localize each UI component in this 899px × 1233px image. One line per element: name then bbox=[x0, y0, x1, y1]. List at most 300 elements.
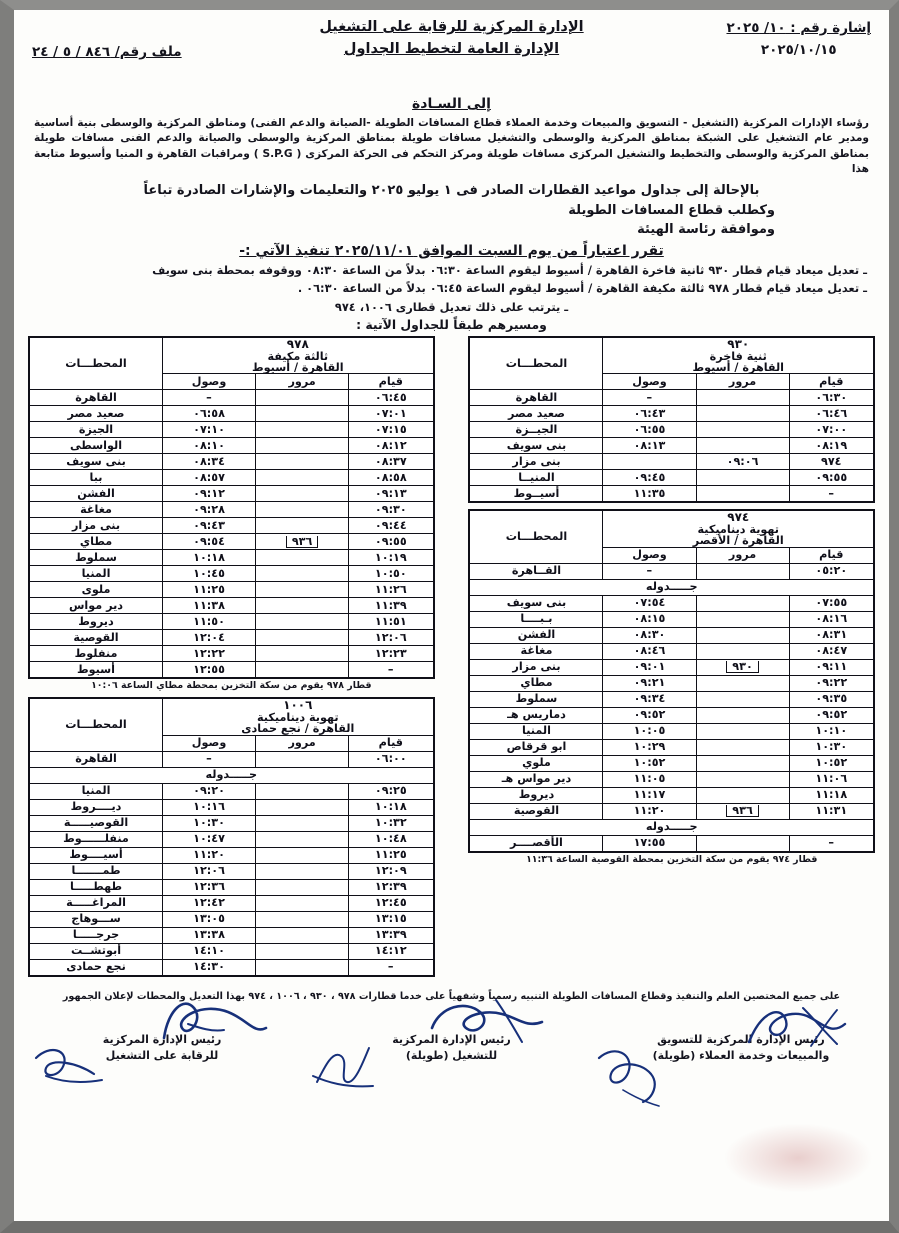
table-row bbox=[29, 831, 434, 847]
cell-passing bbox=[696, 675, 789, 691]
table-row bbox=[29, 502, 434, 518]
cell-station-name: ببا bbox=[29, 470, 163, 486]
cell-station-name: مغاغة bbox=[469, 643, 603, 659]
cell-station-name: أبوتشــت bbox=[29, 943, 163, 959]
table-row bbox=[29, 582, 434, 598]
cell-station-name: المنيــا bbox=[469, 470, 603, 486]
cell-departure: ١٠:٥٠ bbox=[349, 566, 434, 582]
train-930-table bbox=[468, 336, 875, 503]
cell-station-name: سملوط bbox=[469, 691, 603, 707]
cell-passing bbox=[256, 550, 349, 566]
cell-departure: ١١:٥١ bbox=[349, 614, 434, 630]
train-route: القاهرة / أسيوط bbox=[252, 361, 344, 374]
cell-passing bbox=[696, 835, 789, 852]
cell-passing bbox=[256, 630, 349, 646]
signal-number: إشارة رقم : ١٠/ ٢٠٢٥ bbox=[726, 20, 871, 36]
cell-arrival: ٠٩:٢١ bbox=[603, 675, 696, 691]
cell-station-name: طهطـــــا bbox=[29, 879, 163, 895]
cell-departure: ١٤:١٢ bbox=[349, 943, 434, 959]
cell-station-name: المنيا bbox=[469, 723, 603, 739]
cell-passing bbox=[696, 422, 789, 438]
cell-departure: ٠٨:٣١ bbox=[789, 627, 874, 643]
cell-arrival: ٠٨:٣٠ bbox=[603, 627, 696, 643]
cell-station-name: ملوي bbox=[469, 755, 603, 771]
train-route: القاهرة / أسيوط bbox=[692, 361, 784, 374]
cell-departure: ١١:١٨ bbox=[789, 787, 874, 803]
cell-arrival: ١٢:٢٢ bbox=[163, 646, 256, 662]
cell-departure: ٠٧:٥٥ bbox=[789, 595, 874, 611]
distribution-note: على جميع المختصين العلم والتنفيذ وقطاع المسافات الطويلة التنبيه رسمياً وشفهياً على خدما قطارات ٩٧٨ ، ٩٣٠ ، ١٠٠٦ ، ٩٧٤ بهذا التعديل والمحطات لإعلان الجمهور bbox=[62, 990, 841, 1002]
signature-marketing bbox=[611, 1032, 871, 1065]
crossing-train-ref: ٩٧٤ bbox=[821, 455, 842, 469]
cell-station-name: المنيا bbox=[29, 783, 163, 799]
reference-line-3: وموافقة رئاسة الهيئة bbox=[637, 222, 775, 238]
cell-departure: ٠٦:٣٠ bbox=[789, 390, 874, 406]
cell-departure: ٠٨:٣٧ bbox=[349, 454, 434, 470]
train-1006-table bbox=[28, 697, 435, 976]
scan-smudge bbox=[723, 1123, 873, 1193]
schedule-table-train-1006 bbox=[28, 697, 435, 976]
cell-arrival: ٠٩:٥٢ bbox=[603, 707, 696, 723]
cell-passing bbox=[696, 595, 789, 611]
cell-passing bbox=[256, 863, 349, 879]
cell-arrival: ٠٧:٥٤ bbox=[603, 595, 696, 611]
table-row bbox=[29, 879, 434, 895]
cell-departure: – bbox=[789, 835, 874, 852]
cell-arrival: ٠٧:١٠ bbox=[163, 422, 256, 438]
cell-passing bbox=[696, 643, 789, 659]
table-row bbox=[29, 566, 434, 582]
cell-passing: ٠٩:٠٦ bbox=[696, 454, 789, 470]
cell-arrival: ١٢:٣٦ bbox=[163, 879, 256, 895]
cell-departure: ٠٩:٤٤ bbox=[349, 518, 434, 534]
cell-station-name: القوصيـــــة bbox=[29, 815, 163, 831]
schedule-continuation-note: جـــــدوله bbox=[29, 767, 434, 783]
tables-intro-line: ومسيرهم طبقاً للجداول الآتية : bbox=[356, 317, 547, 333]
cell-passing bbox=[696, 406, 789, 422]
cell-arrival: ١١:٢٠ bbox=[163, 847, 256, 863]
cell-station-name: بنى مزار bbox=[469, 454, 603, 470]
cell-departure: ٠٩:٥٥ bbox=[789, 470, 874, 486]
org-line-1: الإدارة المركزية للرقابة على التشغيل bbox=[319, 19, 584, 35]
table-row bbox=[29, 470, 434, 486]
cell-arrival: – bbox=[603, 390, 696, 406]
cell-passing bbox=[256, 486, 349, 502]
scanned-sheet bbox=[14, 10, 889, 1221]
train-header bbox=[603, 510, 874, 547]
signature-title-1-line2: والمبيعات وخدمة العملاء (طويلة) bbox=[652, 1049, 830, 1062]
schedule-continuation-note: جـــــدوله bbox=[469, 819, 874, 835]
cell-arrival: ١١:٠٥ bbox=[603, 771, 696, 787]
cell-station-name: مطاي bbox=[29, 534, 163, 550]
cell-arrival: ١١:٥٠ bbox=[163, 614, 256, 630]
cell-station-name: القوصية bbox=[29, 630, 163, 646]
cell-departure: ١٢:٢٣ bbox=[349, 646, 434, 662]
stations-column-header: المحطـــات bbox=[469, 337, 603, 390]
cell-station-name: جرجـــــا bbox=[29, 927, 163, 943]
cell-departure: ٠٨:١٦ bbox=[789, 611, 874, 627]
cell-station-name: المراغـــــة bbox=[29, 895, 163, 911]
cell-passing bbox=[256, 614, 349, 630]
cell-passing bbox=[256, 422, 349, 438]
cell-passing bbox=[256, 470, 349, 486]
train-class: تهوية ديناميكية bbox=[697, 522, 780, 536]
cell-passing bbox=[256, 927, 349, 943]
murur-column-header: مرور bbox=[696, 374, 789, 390]
table-row bbox=[29, 799, 434, 815]
cell-station-name: ابو قرقاص bbox=[469, 739, 603, 755]
cell-arrival: ٠٩:٤٥ bbox=[603, 470, 696, 486]
wusul-column-header: وصول bbox=[163, 735, 256, 751]
cell-departure: ٠٨:٤٧ bbox=[789, 643, 874, 659]
cell-station-name: بنى مزار bbox=[29, 518, 163, 534]
cell-departure bbox=[789, 454, 874, 470]
table-row bbox=[29, 895, 434, 911]
cell-departure: ٠٥:٢٠ bbox=[789, 563, 874, 579]
tables-column-left bbox=[28, 336, 435, 982]
cell-departure: ١٠:٥٢ bbox=[789, 755, 874, 771]
train-978-table bbox=[28, 336, 435, 679]
signature-operations-long bbox=[321, 1032, 581, 1065]
murur-column-header: مرور bbox=[256, 374, 349, 390]
table-row bbox=[469, 771, 874, 787]
cell-station-name: الجيــزة bbox=[469, 422, 603, 438]
cell-passing bbox=[256, 911, 349, 927]
cell-station-name: منفلــــــوط bbox=[29, 831, 163, 847]
train-number: ١٠٠٦ bbox=[283, 698, 313, 713]
cell-arrival: – bbox=[603, 563, 696, 579]
cell-station-name: القاهرة bbox=[469, 390, 603, 406]
table-row bbox=[29, 438, 434, 454]
cell-station-name: نجع حمادى bbox=[29, 959, 163, 976]
cell-passing bbox=[256, 566, 349, 582]
qiyam-column-header: قيام bbox=[349, 735, 434, 751]
train-number: ٩٣٠ bbox=[727, 337, 750, 352]
cell-station-name: أسيــوط bbox=[469, 486, 603, 503]
cell-arrival: ٠٩:٢٨ bbox=[163, 502, 256, 518]
cell-station-name: أسيوط bbox=[29, 662, 163, 679]
cell-station-name: ملوى bbox=[29, 582, 163, 598]
cell-passing bbox=[256, 502, 349, 518]
signature-control-operations bbox=[32, 1032, 292, 1065]
cell-departure: ١٢:٣٩ bbox=[349, 879, 434, 895]
cell-passing bbox=[256, 454, 349, 470]
cell-arrival: ٠٦:٥٨ bbox=[163, 406, 256, 422]
file-number: ملف رقم/ ٨٤٦ / ٥ / ٢٤ bbox=[32, 44, 182, 60]
table-row bbox=[469, 723, 874, 739]
cell-arrival: ١٤:١٠ bbox=[163, 943, 256, 959]
signature-title-3-line1: رئيس الإدارة المركزية bbox=[102, 1032, 222, 1046]
cell-departure: ١٢:٠٩ bbox=[349, 863, 434, 879]
amendment-bullets bbox=[36, 261, 867, 316]
cell-departure: ١١:٢٥ bbox=[349, 847, 434, 863]
cell-station-name: الأقصــــر bbox=[469, 835, 603, 852]
cell-station-name: طمـــــــا bbox=[29, 863, 163, 879]
cell-departure: ٠٧:٠١ bbox=[349, 406, 434, 422]
cell-arrival: ١٠:٠٥ bbox=[603, 723, 696, 739]
cell-departure: ١٠:١٠ bbox=[789, 723, 874, 739]
cell-departure: ١٣:٣٩ bbox=[349, 927, 434, 943]
crossing-train-ref: ٩٣٠ bbox=[726, 661, 759, 674]
cell-passing bbox=[696, 803, 789, 819]
cell-passing bbox=[256, 879, 349, 895]
cell-departure: ٠٦:٤٥ bbox=[349, 390, 434, 406]
table-row bbox=[29, 534, 434, 550]
addressee-heading: إلى السـادة bbox=[412, 96, 491, 112]
cell-arrival: ١١:٢٥ bbox=[163, 582, 256, 598]
cell-passing bbox=[696, 438, 789, 454]
cell-departure: – bbox=[789, 486, 874, 503]
table-row bbox=[469, 835, 874, 852]
table-row bbox=[29, 959, 434, 976]
schedule-tables bbox=[28, 336, 875, 982]
stations-column-header: المحطـــات bbox=[469, 510, 603, 563]
cell-passing bbox=[256, 831, 349, 847]
cell-departure: ٠٨:١٢ bbox=[349, 438, 434, 454]
table-row bbox=[29, 767, 434, 783]
cell-departure: ٠٦:٤٦ bbox=[789, 406, 874, 422]
schedule-table-train-974 bbox=[468, 509, 875, 864]
table-row bbox=[469, 819, 874, 835]
cell-passing bbox=[256, 518, 349, 534]
cell-arrival: ٠٨:٤٦ bbox=[603, 643, 696, 659]
cell-departure: ٠٦:٠٠ bbox=[349, 751, 434, 767]
murur-column-header: مرور bbox=[256, 735, 349, 751]
signal-date: ٢٠٢٥/١٠/١٥ bbox=[760, 41, 837, 58]
cell-passing bbox=[696, 659, 789, 675]
cell-arrival: ٠٩:١٢ bbox=[163, 486, 256, 502]
cell-station-name: القاهرة bbox=[29, 390, 163, 406]
cell-arrival: ١٠:١٦ bbox=[163, 799, 256, 815]
table-row bbox=[29, 911, 434, 927]
cell-arrival: ١١:٣٥ bbox=[603, 486, 696, 503]
table-row bbox=[29, 422, 434, 438]
cell-station-name: صعيد مصر bbox=[469, 406, 603, 422]
cell-station-name: الواسطى bbox=[29, 438, 163, 454]
cell-passing bbox=[256, 438, 349, 454]
table-footnote: قطار ٩٧٤ يقوم من سكة التخزين بمحطة القوصية الساعة ١١:٣٦ bbox=[526, 853, 818, 865]
cell-departure: ١١:٠٦ bbox=[789, 771, 874, 787]
cell-station-name: الفشن bbox=[469, 627, 603, 643]
cell-passing bbox=[256, 847, 349, 863]
table-row bbox=[469, 611, 874, 627]
cell-arrival: – bbox=[163, 751, 256, 767]
cell-departure: – bbox=[349, 662, 434, 679]
cell-departure: ١١:٣٩ bbox=[349, 598, 434, 614]
bullet-consequence: ـ يترتب على ذلك تعديل قطارى ١٠٠٦، ٩٧٤ bbox=[334, 299, 569, 314]
document-header bbox=[14, 10, 889, 102]
cell-passing bbox=[256, 390, 349, 406]
train-974-table bbox=[468, 509, 875, 852]
cell-arrival: ٠٨:١٣ bbox=[603, 438, 696, 454]
table-row bbox=[469, 675, 874, 691]
cell-arrival: ٠٦:٥٥ bbox=[603, 422, 696, 438]
cell-arrival: ٠٨:٥٧ bbox=[163, 470, 256, 486]
cell-station-name: سملوط bbox=[29, 550, 163, 566]
cell-departure: ٠٩:٣٠ bbox=[349, 502, 434, 518]
cell-departure: ٠٩:٣٥ bbox=[789, 691, 874, 707]
train-class: ثنية فاخرة bbox=[709, 349, 767, 363]
cell-arrival: ١٧:٥٥ bbox=[603, 835, 696, 852]
org-line-2: الإدارة العامة لتخطيط الجداول bbox=[343, 41, 560, 58]
table-row bbox=[469, 579, 874, 595]
cell-station-name: القوصية bbox=[469, 803, 603, 819]
schedule-table-train-930 bbox=[468, 336, 875, 503]
cell-station-name: دير مواس هـ bbox=[469, 771, 603, 787]
train-number: ٩٧٨ bbox=[286, 337, 309, 352]
wusul-column-header: وصول bbox=[163, 374, 256, 390]
stations-column-header: المحطـــات bbox=[29, 337, 163, 390]
cell-station-name: بنى مزار bbox=[469, 659, 603, 675]
cell-passing bbox=[256, 582, 349, 598]
cell-passing bbox=[256, 895, 349, 911]
table-row bbox=[469, 438, 874, 454]
cell-station-name: الفشن bbox=[29, 486, 163, 502]
cell-departure: ٠٩:٢٢ bbox=[789, 675, 874, 691]
cell-station-name: ديروط bbox=[29, 614, 163, 630]
cell-arrival: ١٠:٤٧ bbox=[163, 831, 256, 847]
cell-passing bbox=[696, 739, 789, 755]
cell-passing bbox=[256, 799, 349, 815]
cell-arrival: ٠٨:٣٤ bbox=[163, 454, 256, 470]
cell-departure: ١٣:١٥ bbox=[349, 911, 434, 927]
table-row bbox=[469, 422, 874, 438]
table-row bbox=[469, 486, 874, 503]
cell-passing bbox=[256, 783, 349, 799]
signature-title-2-line1: رئيس الإدارة المركزية bbox=[392, 1032, 511, 1046]
reference-line-2: وكطلب قطاع المسافات الطويلة bbox=[568, 202, 775, 218]
cell-departure: ١٢:٠٦ bbox=[349, 630, 434, 646]
cell-station-name: صعيد مصر bbox=[29, 406, 163, 422]
handwritten-signature-3b bbox=[26, 1040, 106, 1090]
cell-arrival: ١٢:٠٦ bbox=[163, 863, 256, 879]
table-row bbox=[29, 454, 434, 470]
train-header bbox=[163, 337, 434, 374]
cell-departure: ٠٧:١٥ bbox=[349, 422, 434, 438]
table-row bbox=[29, 943, 434, 959]
bullet-930: ـ تعديل ميعاد قيام قطار ٩٣٠ ثانية فاخرة القاهرة / أسيوط ليقوم الساعة ٠٦:٣٠ بدلاً من الساعة ٠٨:٣٠ ووقوفه بمحطة بنى سويف bbox=[152, 262, 867, 277]
cell-station-name: بنى سويف bbox=[469, 595, 603, 611]
cell-arrival: ١٣:٠٥ bbox=[163, 911, 256, 927]
cell-arrival: ٠٨:١٥ bbox=[603, 611, 696, 627]
recipients-paragraph: رؤساء الإدارات المركزية (التشغيل - التسويق والمبيعات وخدمة العملاء قطاع المسافات الطويلة -الصيانة والدعم الفنى) ومناطق المركزية والوسطى بنية أساسية ومدير عام التشغيل على الشبكة بمناطق المركزية والوسطى والتشغيل مسافات طويلة بمناطق المركزية والوسطى والصيانة والدعم الفنى مسافات طويلة بمناطق المركزية والوسطى والتخطيط والتشغيل المركزى مسافات طويلة ومركز التحكم فى الحركة المركزى ( S.P.G ) ومراقبات القاهرة و المنيا وأسيوط متابعة هذا bbox=[34, 117, 870, 176]
cell-passing bbox=[696, 707, 789, 723]
cell-departure: ٠٧:٠٠ bbox=[789, 422, 874, 438]
handwritten-signature-2b bbox=[311, 1036, 381, 1096]
cell-arrival: ٠٩:٣٤ bbox=[603, 691, 696, 707]
cell-station-name: القــاهرة bbox=[469, 563, 603, 579]
cell-passing bbox=[696, 486, 789, 503]
cell-station-name: الجيزة bbox=[29, 422, 163, 438]
cell-station-name: ســـوهاج bbox=[29, 911, 163, 927]
cell-arrival: ٠٩:٢٠ bbox=[163, 783, 256, 799]
reference-line-1: بالإحالة إلى جداول مواعيد القطارات الصادر فى ١ يوليو ٢٠٢٥ والتعليمات والإشارات الصادرة تباعاً bbox=[143, 183, 760, 199]
cell-passing bbox=[696, 787, 789, 803]
cell-station-name: منفلوط bbox=[29, 646, 163, 662]
schedule-table-train-978 bbox=[28, 336, 435, 691]
cell-departure: ٠٩:١١ bbox=[789, 659, 874, 675]
cell-passing bbox=[256, 959, 349, 976]
train-route: القاهرة / نجع حمادى bbox=[241, 722, 355, 736]
cell-station-name: دماريس هـ bbox=[469, 707, 603, 723]
cell-passing bbox=[696, 611, 789, 627]
table-row bbox=[469, 659, 874, 675]
crossing-train-ref: ٩٣٦ bbox=[286, 536, 319, 549]
cell-arrival: ١٢:٤٢ bbox=[163, 895, 256, 911]
table-row bbox=[29, 630, 434, 646]
cell-arrival: ١٢:٥٥ bbox=[163, 662, 256, 679]
table-row bbox=[29, 927, 434, 943]
signature-title-3-line2: للرقابة على التشغيل bbox=[105, 1049, 219, 1062]
table-row bbox=[469, 470, 874, 486]
table-row bbox=[469, 627, 874, 643]
cell-arrival: ١١:٣٨ bbox=[163, 598, 256, 614]
cell-station-name: مطاي bbox=[469, 675, 603, 691]
cell-departure: ١١:٢٦ bbox=[349, 582, 434, 598]
cell-station-name: ديروط bbox=[469, 787, 603, 803]
train-class: ثالثة مكيفة bbox=[267, 349, 329, 363]
table-row bbox=[469, 803, 874, 819]
stations-column-header: المحطـــات bbox=[29, 698, 163, 751]
table-row bbox=[29, 815, 434, 831]
cell-passing bbox=[696, 755, 789, 771]
table-row bbox=[469, 595, 874, 611]
cell-arrival bbox=[603, 454, 696, 470]
wusul-column-header: وصول bbox=[603, 547, 696, 563]
table-row bbox=[469, 563, 874, 579]
table-row bbox=[29, 518, 434, 534]
cell-arrival: ١٣:٣٨ bbox=[163, 927, 256, 943]
cell-passing bbox=[696, 390, 789, 406]
table-row bbox=[29, 662, 434, 679]
cell-passing bbox=[696, 470, 789, 486]
cell-departure: ٠٨:٥٨ bbox=[349, 470, 434, 486]
cell-arrival: ١٤:٣٠ bbox=[163, 959, 256, 976]
table-row bbox=[29, 614, 434, 630]
schedule-continuation-note: جـــــدوله bbox=[469, 579, 874, 595]
signature-block bbox=[32, 1032, 871, 1065]
cell-passing bbox=[256, 815, 349, 831]
cell-passing bbox=[256, 534, 349, 550]
train-route: القاهرة / الأقصر bbox=[692, 534, 784, 548]
wusul-column-header: وصول bbox=[603, 374, 696, 390]
cell-passing bbox=[696, 563, 789, 579]
cell-passing bbox=[696, 627, 789, 643]
table-row bbox=[29, 847, 434, 863]
cell-departure: ٠٩:١٣ bbox=[349, 486, 434, 502]
cell-departure: ١٠:٣٠ bbox=[789, 739, 874, 755]
decision-heading: تقرر اعتباراً من يوم السبت الموافق ٢٠٢٥/١١/٠١ تنفيذ الآتي :- bbox=[239, 242, 664, 259]
table-row bbox=[469, 755, 874, 771]
cell-station-name: المنيا bbox=[29, 566, 163, 582]
cell-departure: – bbox=[349, 959, 434, 976]
cell-passing bbox=[256, 662, 349, 679]
qiyam-column-header: قيام bbox=[789, 547, 874, 563]
table-row bbox=[29, 598, 434, 614]
reference-lines bbox=[38, 181, 865, 240]
train-header bbox=[163, 698, 434, 735]
cell-arrival: ٠٩:٥٤ bbox=[163, 534, 256, 550]
cell-arrival: ١٠:١٨ bbox=[163, 550, 256, 566]
cell-departure: ١١:٣١ bbox=[789, 803, 874, 819]
cell-departure: ٠٨:١٩ bbox=[789, 438, 874, 454]
train-header bbox=[603, 337, 874, 374]
cell-arrival: ١٢:٠٤ bbox=[163, 630, 256, 646]
cell-arrival: ١١:١٧ bbox=[603, 787, 696, 803]
table-row bbox=[29, 646, 434, 662]
train-class: تهوية ديناميكية bbox=[257, 710, 339, 724]
qiyam-column-header: قيام bbox=[789, 374, 874, 390]
